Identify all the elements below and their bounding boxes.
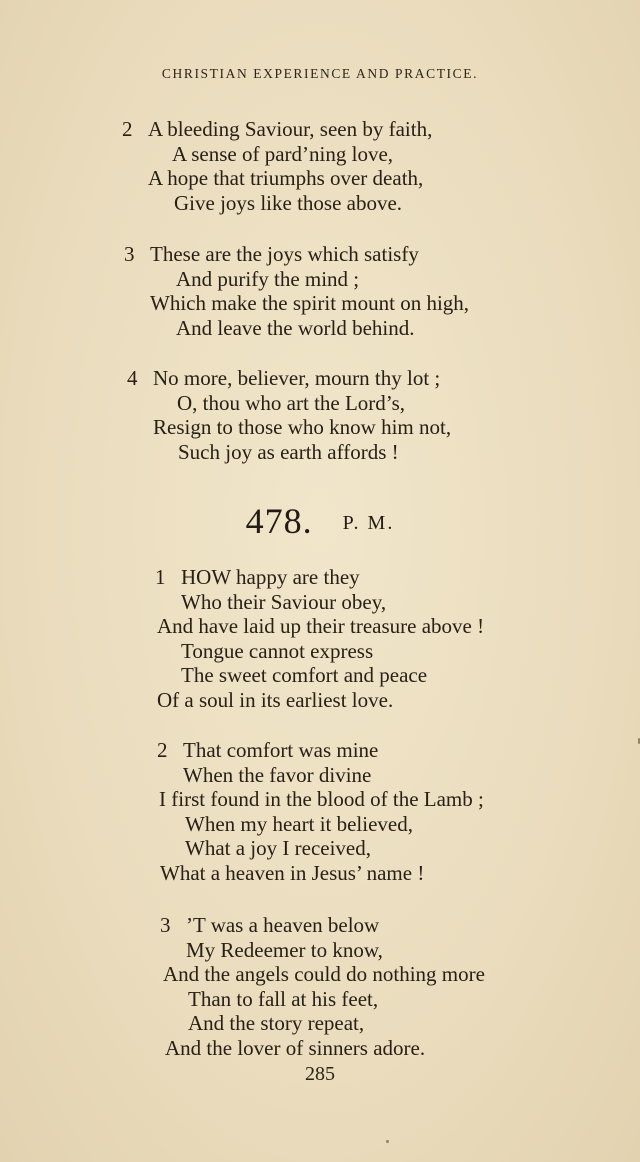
verse-line: What a heaven in Jesus’ name ! — [160, 860, 425, 885]
stanza-2 — [157, 738, 484, 885]
verse-line: HOW happy are they — [181, 565, 360, 589]
hymn-number: 478. — [245, 501, 313, 541]
verse-line: O, thou who art the Lord’s, — [177, 390, 406, 415]
verse-line: Which make the spirit mount on high, — [150, 291, 470, 315]
verse-line: When the favor divine — [183, 762, 372, 787]
paper-speck — [386, 1140, 389, 1143]
stanza-number: 1 — [155, 565, 166, 589]
stanza-number: 4 — [127, 366, 138, 390]
verse-line: When my heart it believed, — [185, 811, 413, 836]
verse-line: Than to fall at his feet, — [188, 986, 379, 1011]
verse-line: Of a soul in its earliest love. — [157, 687, 394, 712]
stanza-prev-4 — [127, 366, 451, 464]
verse-line: I first found in the blood of the Lamb ; — [159, 787, 484, 811]
verse-line: My Redeemer to know, — [186, 937, 383, 962]
stanza-3 — [160, 913, 485, 1060]
stanza-number: 3 — [160, 913, 171, 937]
stanza-number: 3 — [124, 242, 135, 266]
running-header: CHRISTIAN EXPERIENCE AND PRACTICE. — [161, 66, 479, 81]
verse-line: Give joys like those above. — [174, 190, 403, 215]
verse-line: That comfort was mine — [183, 738, 379, 762]
verse-line: ’T was a heaven below — [186, 913, 380, 937]
verse-line: And the story repeat, — [188, 1011, 365, 1035]
verse-line: A sense of pard’ning love, — [172, 141, 394, 166]
hymn-heading — [0, 500, 640, 542]
verse-line: A bleeding Saviour, seen by faith, — [148, 117, 433, 141]
verse-line: These are the joys which satisfy — [150, 242, 419, 266]
stanza-prev-3 — [124, 242, 469, 340]
verse-line: Who their Saviour obey, — [181, 589, 387, 614]
verse-line: Tongue cannot express — [181, 638, 374, 663]
verse-line: A hope that triumphs over death, — [148, 166, 424, 190]
stanza-number: 2 — [157, 738, 168, 762]
verse-line: What a joy I received, — [185, 836, 371, 860]
verse-line: Such joy as earth affords ! — [178, 439, 399, 464]
verse-line: And leave the world behind. — [176, 315, 415, 340]
stanza-prev-2 — [122, 117, 432, 215]
verse-line: And the lover of sinners adore. — [165, 1035, 426, 1060]
page-number: 285 — [305, 1063, 335, 1085]
verse-line: The sweet comfort and peace — [181, 663, 428, 687]
stanza-number: 2 — [122, 117, 133, 141]
verse-line: And the angels could do nothing more — [163, 962, 485, 986]
verse-line: No more, believer, mourn thy lot ; — [153, 366, 441, 390]
verse-line: Resign to those who know him not, — [153, 415, 452, 439]
hymn-meter: P. M. — [342, 512, 395, 534]
verse-line: And have laid up their treasure above ! — [157, 614, 485, 638]
verse-line: And purify the mind ; — [176, 266, 360, 291]
stanza-1 — [155, 565, 484, 712]
